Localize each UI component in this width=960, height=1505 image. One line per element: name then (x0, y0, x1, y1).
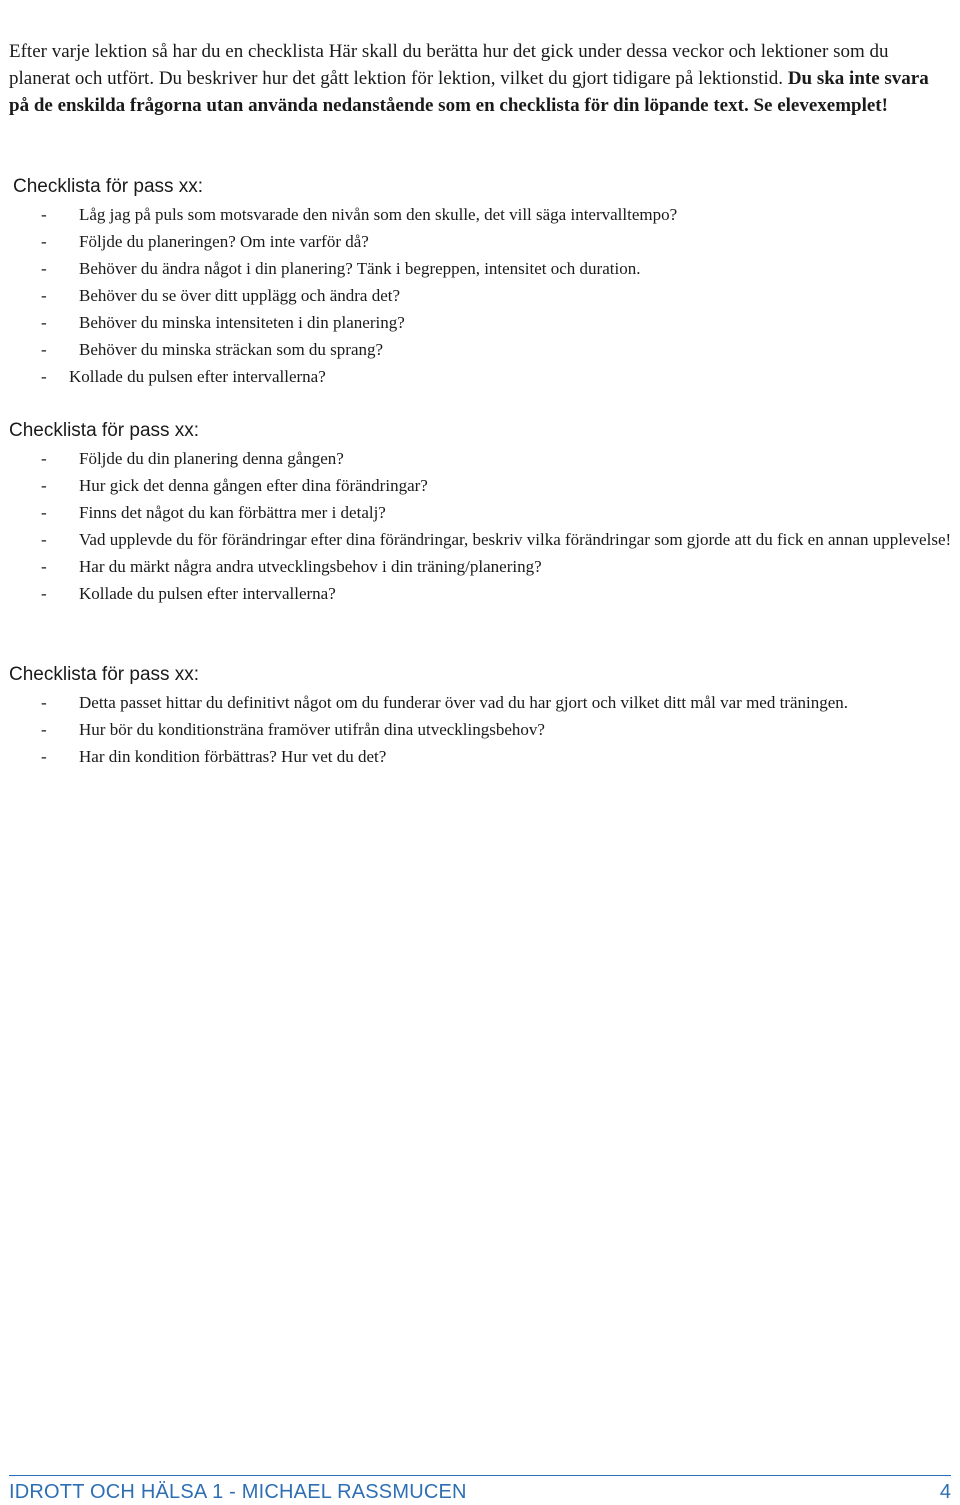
checklist-list-1 (9, 201, 954, 390)
list-item: - Följde du din planering denna gången? (41, 449, 344, 468)
list-item: - Låg jag på puls som motsvarade den nivån som den skulle, det vill säga intervalltempo? (41, 205, 678, 224)
checklist-section-3 (9, 662, 954, 770)
list-item: - Vad upplevde du för förändringar efter dina förändringar, beskriv vilka förändringar som gjorde att du fick en annan upplevelse! (41, 530, 952, 549)
checklist-heading-3: Checklista för pass xx: (9, 664, 200, 685)
checklist-section-2 (9, 418, 954, 607)
list-item: - Följde du planeringen? Om inte varför då? (41, 232, 369, 251)
list-item: - Detta passet hittar du definitivt något om du funderar över vad du har gjort och vilket ditt mål var med träningen. (41, 693, 849, 712)
list-item: - Hur bör du konditionsträna framöver utifrån dina utvecklingsbehov? (41, 720, 545, 739)
list-item: - Kollade du pulsen efter intervallerna? (41, 584, 336, 603)
checklist-list-2 (9, 445, 954, 607)
intro-bold-instruction: Du ska inte svara på de enskilda frågorna utan använda nedanstående som en checklista för din löpande text. Se elevexemplet! (9, 68, 929, 116)
checklist-list-3 (9, 689, 954, 770)
page-number: 4 (939, 1481, 951, 1503)
footer-divider (9, 1475, 951, 1476)
list-item: - Behöver du se över ditt upplägg och ändra det? (41, 286, 401, 305)
checklist-heading-2: Checklista för pass xx: (9, 420, 200, 441)
list-item: - Har din kondition förbättras? Hur vet du det? (41, 747, 387, 766)
list-item: - Hur gick det denna gången efter dina förändringar? (41, 476, 428, 495)
list-item: - Kollade du pulsen efter intervallerna? (41, 367, 326, 386)
list-item: - Finns det något du kan förbättra mer i detalj? (41, 503, 386, 522)
checklist-section-1 (9, 174, 954, 390)
intro-paragraph (9, 38, 949, 119)
footer-title: IDROTT OCH HÄLSA 1 - MICHAEL RASSMUCEN (9, 1481, 467, 1503)
list-item: - Behöver du minska sträckan som du sprang? (41, 340, 384, 359)
intro-text: Efter varje lektion så har du en checklista Här skall du berätta hur det gick under dessa veckor och lektioner som du planerat och utfört. Du beskriver hur det gått lektion för lektion, vilket du gjort tidigare på lektionstid. (9, 41, 889, 89)
list-item: - Har du märkt några andra utvecklingsbehov i din träning/planering? (41, 557, 542, 576)
list-item: - Behöver du minska intensiteten i din planering? (41, 313, 405, 332)
list-item: - Behöver du ändra något i din planering? Tänk i begreppen, intensitet och duration. (41, 259, 641, 278)
checklist-heading-1: Checklista för pass xx: (13, 176, 204, 197)
